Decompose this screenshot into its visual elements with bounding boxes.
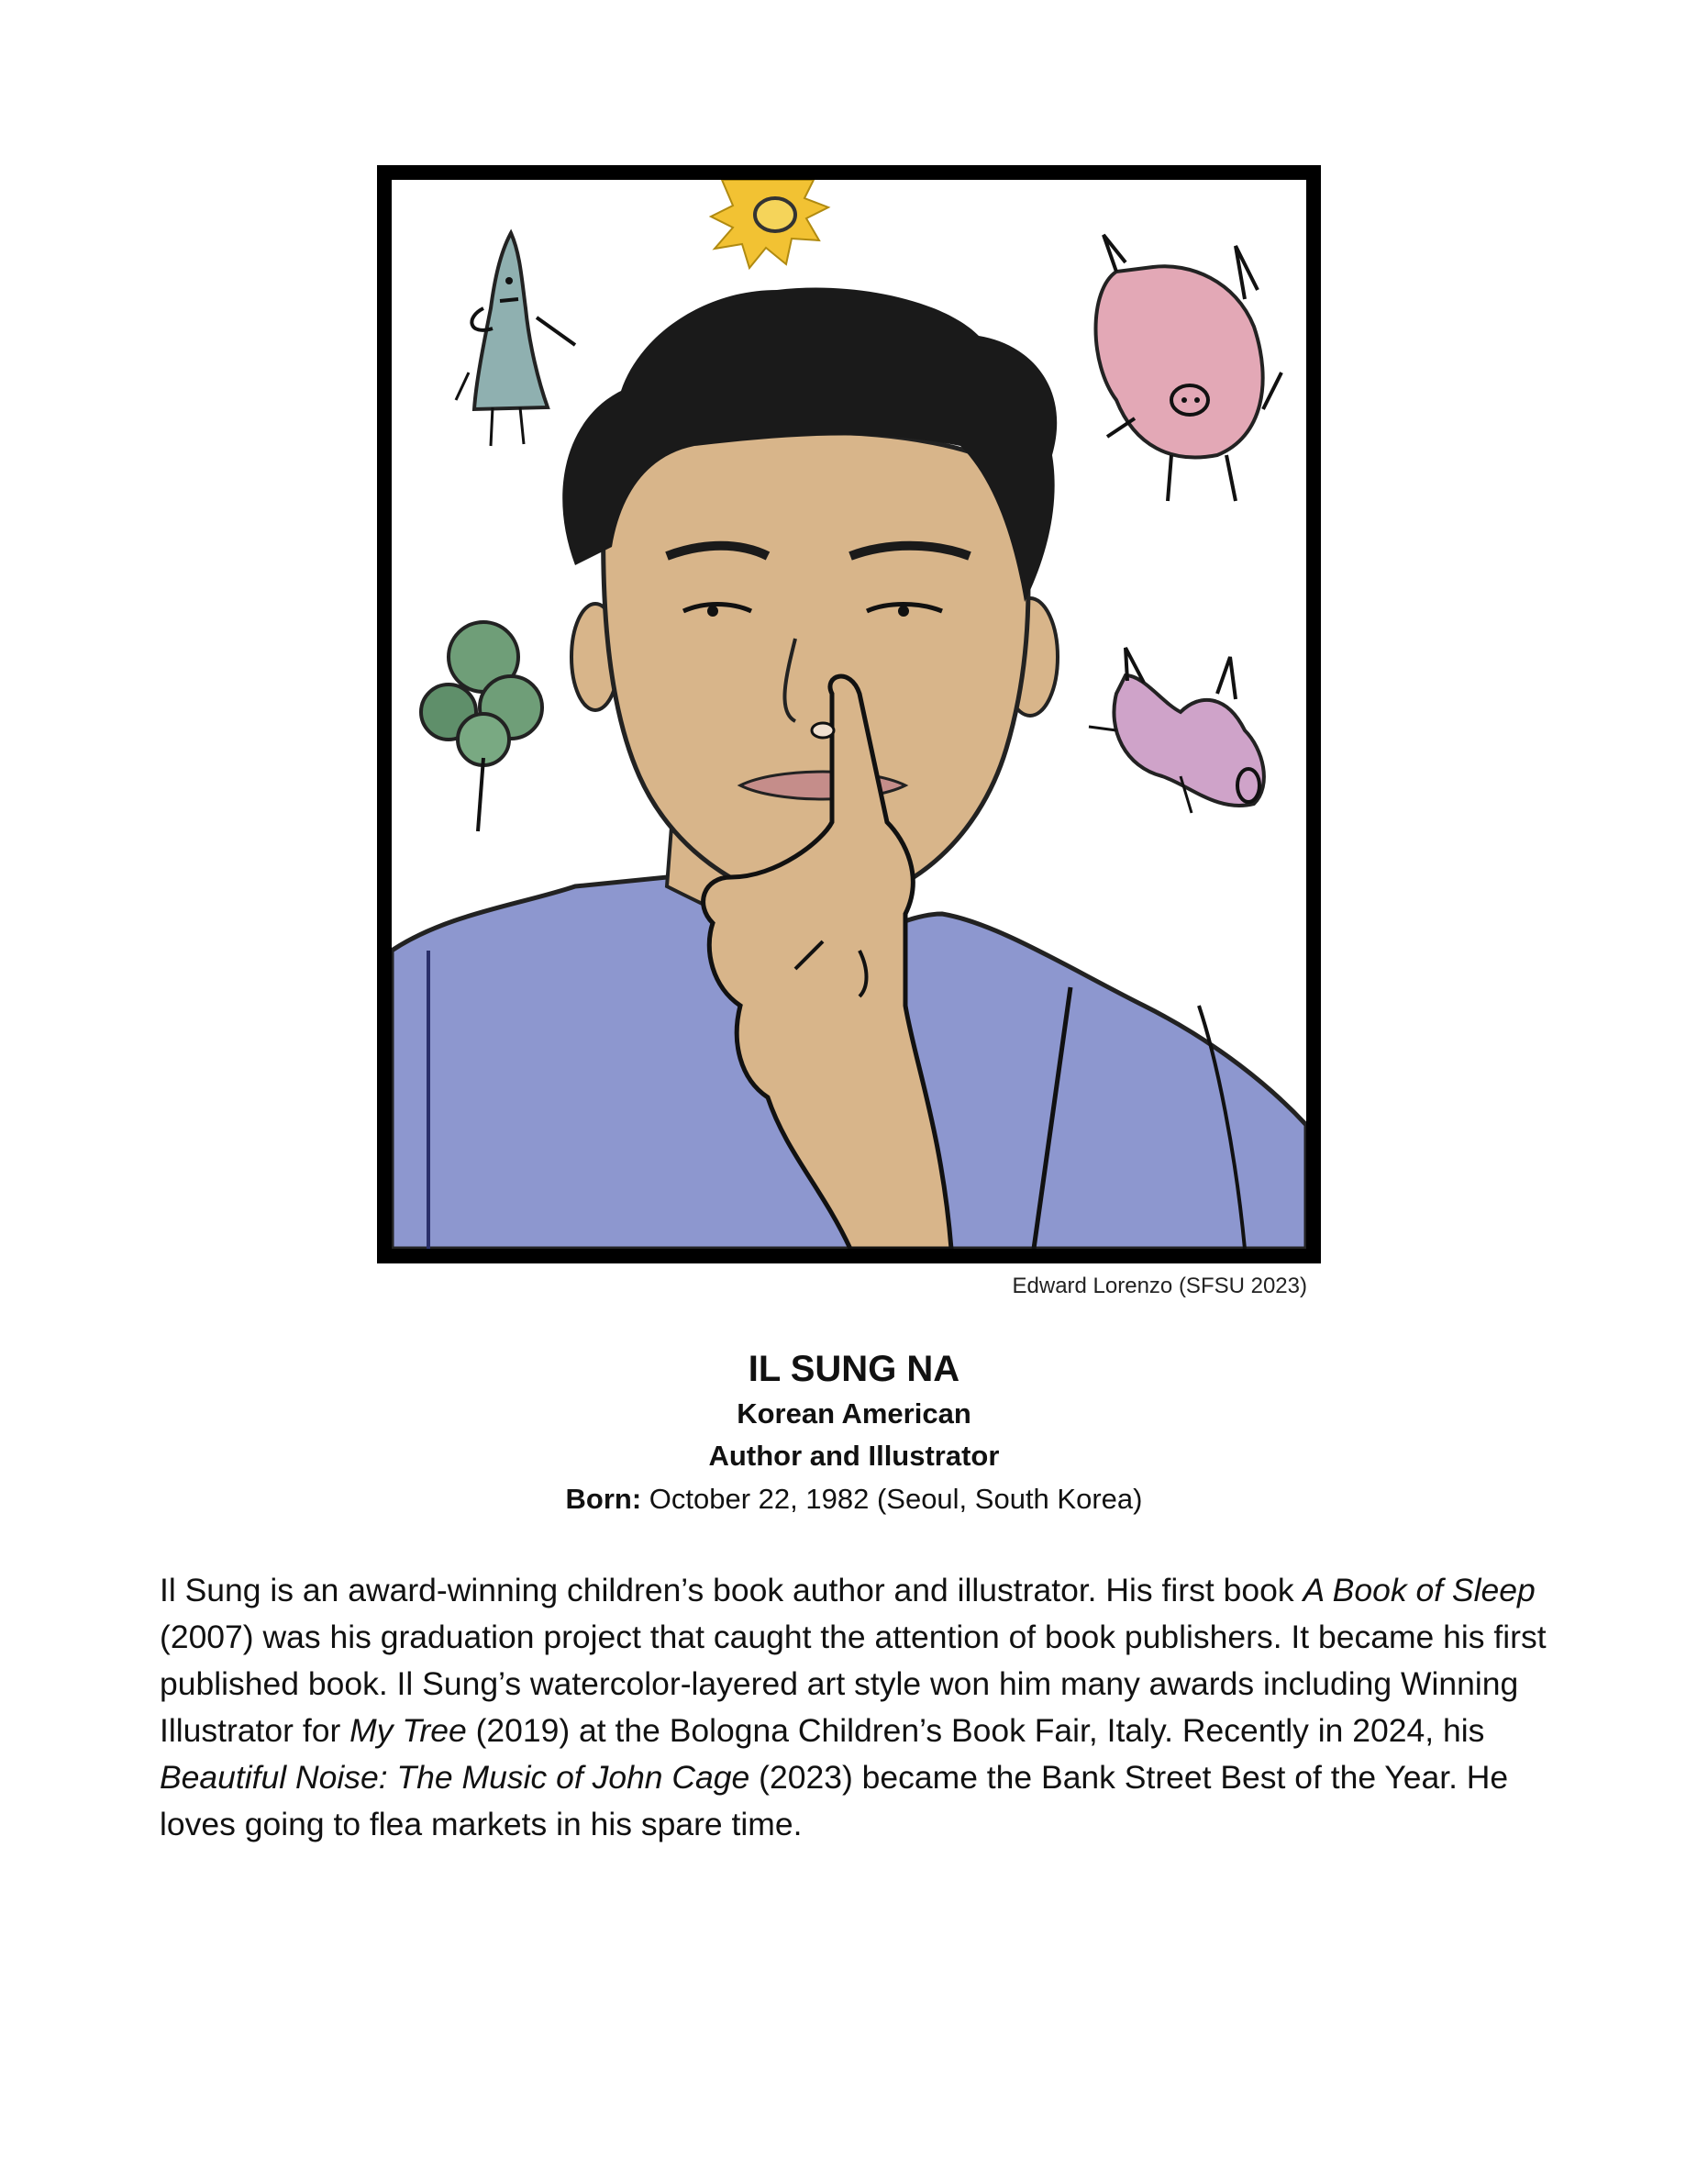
face-drawing xyxy=(604,432,1028,905)
portrait-illustration xyxy=(377,165,1321,1263)
role-line: Author and Illustrator xyxy=(708,1440,1000,1472)
bio-text-2: (2007) was his graduation project that caught the attention of book publishers. It became his first published book. Il Sung’s watercolor-layered art style won him many awards including Winning Illustrator for xyxy=(160,1619,1547,1749)
born-line xyxy=(0,1477,1708,1521)
heading-block xyxy=(0,1345,1708,1521)
book-title-3: Beautiful Noise: The Music of John Cage xyxy=(160,1759,750,1796)
illustration-credit: Edward Lorenzo (SFSU 2023) xyxy=(1012,1274,1307,1298)
person-name: IL SUNG NA xyxy=(748,1349,960,1389)
ghost-doodle xyxy=(456,233,575,446)
bio-text-1: Il Sung is an award-winning children’s book author and illustrator. His first book xyxy=(160,1572,1303,1608)
born-value: October 22, 1982 (Seoul, South Korea) xyxy=(641,1483,1143,1515)
pig-doodle xyxy=(1096,235,1282,501)
pig-small-doodle xyxy=(1089,648,1264,813)
tree-doodle xyxy=(421,622,542,831)
book-title-1: A Book of Sleep xyxy=(1303,1572,1536,1608)
bio-text-4: (2023) became the Bank Street Best of the Year. He loves going to flea markets in his spare time. xyxy=(160,1759,1509,1842)
bio-text-3: (2019) at the Bologna Children’s Book Fair, Italy. Recently in 2024, his xyxy=(466,1712,1485,1749)
portrait-drawing xyxy=(392,180,1306,1249)
heritage-line: Korean American xyxy=(737,1397,971,1430)
born-label: Born: xyxy=(565,1483,642,1515)
book-title-2: My Tree xyxy=(349,1712,467,1749)
sun-doodle xyxy=(711,180,828,268)
biography-paragraph xyxy=(160,1567,1554,1848)
